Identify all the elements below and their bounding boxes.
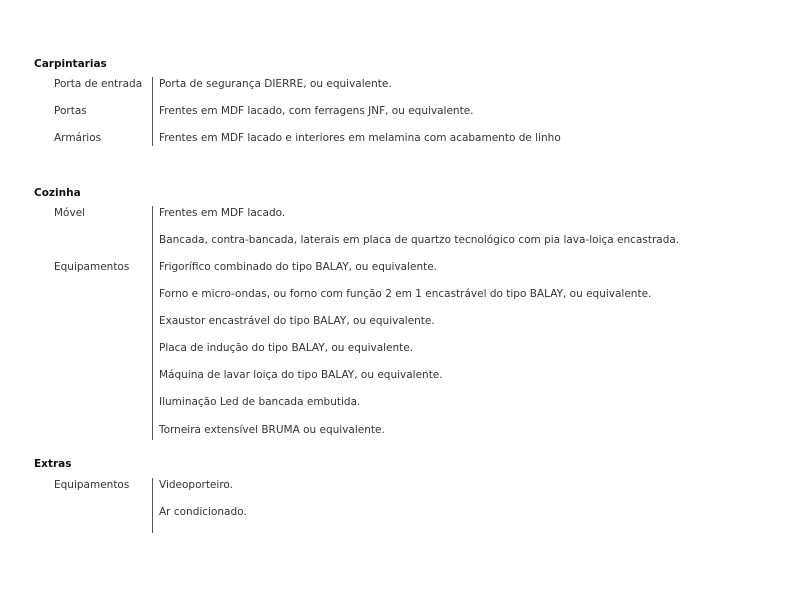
value-armarios: Frentes em MDF lacado e interiores em melamina com acabamento de linho	[159, 132, 561, 144]
value-forno: Forno e micro-ondas, ou forno com função 2 em 1 encastrável do tipo BALAY, ou equivalente.	[159, 288, 652, 300]
label-portas: Portas	[54, 105, 87, 117]
divider-cozinha	[152, 206, 153, 440]
value-movel-bancada: Bancada, contra-bancada, laterais em placa de quartzo tecnológico com pia lava-loiça encastrada.	[159, 234, 680, 246]
value-videoporteiro: Videoporteiro.	[159, 479, 233, 491]
label-equipamentos-cozinha: Equipamentos	[54, 261, 130, 273]
value-porta-de-entrada: Porta de segurança DIERRE, ou equivalente.	[159, 78, 392, 90]
value-iluminacao: Iluminação Led de bancada embutida.	[159, 396, 361, 408]
value-maquina-loica: Máquina de lavar loiça do tipo BALAY, ou equivalente.	[159, 369, 443, 381]
value-torneira: Torneira extensível BRUMA ou equivalente.	[159, 424, 385, 436]
label-armarios: Armários	[54, 132, 102, 144]
value-placa-inducao: Placa de indução do tipo BALAY, ou equivalente.	[159, 342, 414, 354]
section-title-extras: Extras	[34, 458, 72, 470]
label-movel: Móvel	[54, 207, 86, 219]
value-exaustor: Exaustor encastrável do tipo BALAY, ou equivalente.	[159, 315, 435, 327]
label-porta-de-entrada: Porta de entrada	[54, 78, 143, 90]
value-portas: Frentes em MDF lacado, com ferragens JNF, ou equivalente.	[159, 105, 474, 117]
section-title-cozinha: Cozinha	[34, 187, 81, 199]
divider-carpintarias	[152, 77, 153, 146]
value-frigorifico: Frigorífico combinado do tipo BALAY, ou equivalente.	[159, 261, 438, 273]
value-ar-condicionado: Ar condicionado.	[159, 506, 247, 518]
value-movel-frentes: Frentes em MDF lacado.	[159, 207, 286, 219]
divider-extras	[152, 478, 153, 533]
section-title-carpintarias: Carpintarias	[34, 58, 107, 70]
label-equipamentos-extras: Equipamentos	[54, 479, 130, 491]
